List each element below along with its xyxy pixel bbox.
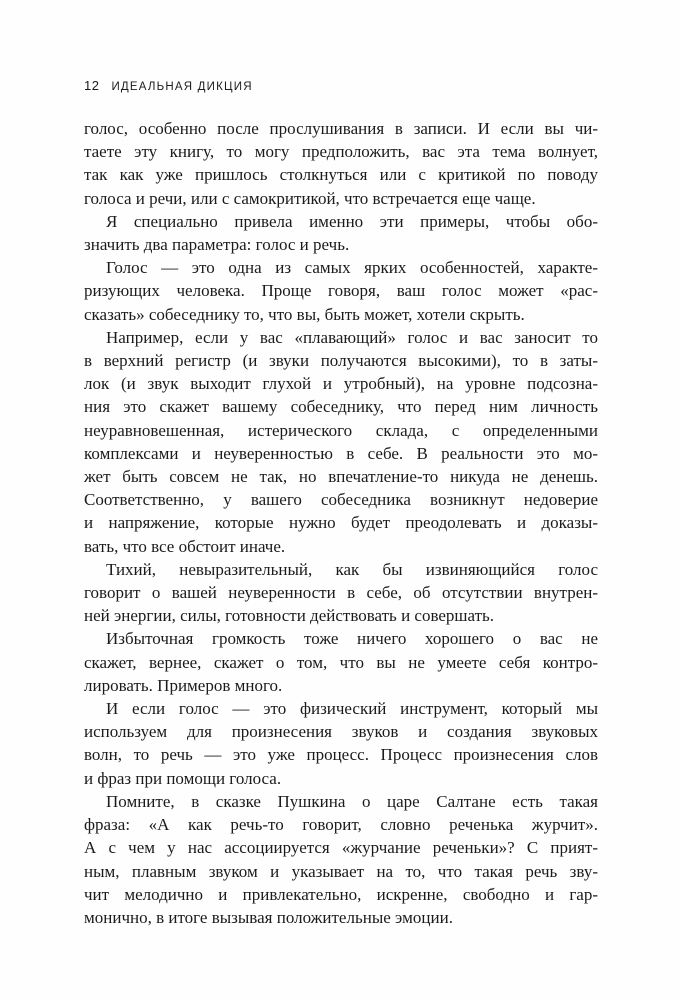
paragraph — [84, 256, 598, 326]
paragraph — [84, 627, 598, 697]
text-line: ней энергии, силы, готовности действовать и совершать. — [84, 606, 495, 626]
text-line: Голос — это одна из самых ярких особенностей, характе- — [106, 258, 598, 278]
text-line: вать, что все обстоит иначе. — [84, 536, 286, 556]
text-line: фраза: «А как речь-то говорит, словно реченька журчит». — [84, 815, 598, 835]
text-line: лок (и звук выходит глухой и утробный), на уровне подсозна- — [84, 374, 598, 394]
text-line: голоса и речи, или с самокритикой, что встречается еще чаще. — [84, 188, 536, 208]
paragraph — [84, 697, 598, 790]
text-line: и напряжение, которые нужно будет преодолевать и доказы- — [84, 513, 598, 533]
text-line: Я специально привела именно эти примеры, чтобы обо- — [106, 211, 598, 231]
text-line: говорит о вашей неуверенности в себе, об отсутствии внутрен- — [84, 583, 598, 603]
running-header — [84, 78, 253, 93]
text-line: Помните, в сказке Пушкина о царе Салтане есть такая — [106, 791, 598, 811]
text-line: сказать» собеседнику то, что вы, быть может, хотели скрыть. — [84, 304, 525, 324]
running-title: ИДЕАЛЬНАЯ ДИКЦИЯ — [111, 81, 253, 93]
text-line: чит мелодично и привлекательно, искренне, свободно и гар- — [84, 884, 598, 904]
paragraph — [84, 558, 598, 628]
text-line: используем для произнесения звуков и создания звуковых — [84, 722, 598, 742]
text-line: И если голос — это физический инструмент, который мы — [106, 699, 598, 719]
text-line: и фраз при помощи голоса. — [84, 768, 282, 788]
text-line: лировать. Примеров много. — [84, 675, 283, 695]
text-line: неуравновешенная, истерического склада, с определенными — [84, 420, 598, 440]
page-number: 12 — [84, 78, 100, 93]
text-line: ным, плавным звуком и указывает на то, что такая речь зву- — [84, 861, 598, 881]
text-line: А с чем у нас ассоциируется «журчание реченьки»? С прият- — [84, 838, 598, 858]
text-line: в верхний регистр (и звуки получаются высокими), то в заты- — [84, 351, 598, 371]
text-line: жет быть совсем не так, но впечатление-то никуда не денешь. — [84, 467, 598, 487]
text-line: Например, если у вас «плавающий» голос и вас заносит то — [106, 327, 598, 347]
text-line: монично, в итоге вызывая положительные эмоции. — [84, 907, 453, 927]
text-line: комплексами и неуверенностью в себе. В реальности это мо- — [84, 443, 598, 463]
paragraph — [84, 790, 598, 929]
text-line: ния это скажет вашему собеседнику, что перед ним личность — [84, 397, 598, 417]
text-line: ризующих человека. Проще говоря, ваш голос может «рас- — [84, 281, 598, 301]
text-line: Тихий, невыразительный, как бы извиняющийся голос — [106, 559, 598, 579]
text-line: значить два параметра: голос и речь. — [84, 235, 350, 255]
text-line: таете эту книгу, то могу предположить, вас эта тема волнует, — [84, 142, 598, 162]
paragraph — [84, 210, 598, 256]
text-line: так как уже пришлось столкнуться или с критикой по поводу — [84, 165, 598, 185]
text-line: Соответственно, у вашего собеседника возникнут недоверие — [84, 490, 598, 510]
text-line: волн, то речь — это уже процесс. Процесс произнесения слов — [84, 745, 598, 765]
text-line: скажет, вернее, скажет о том, что вы не умеете себя контро- — [84, 652, 598, 672]
paragraph — [84, 326, 598, 558]
text-line: Избыточная громкость тоже ничего хорошего о вас не — [106, 629, 598, 649]
text-block — [84, 117, 598, 929]
paragraph — [84, 117, 598, 210]
text-line: голос, особенно после прослушивания в записи. И если вы чи- — [84, 119, 598, 138]
